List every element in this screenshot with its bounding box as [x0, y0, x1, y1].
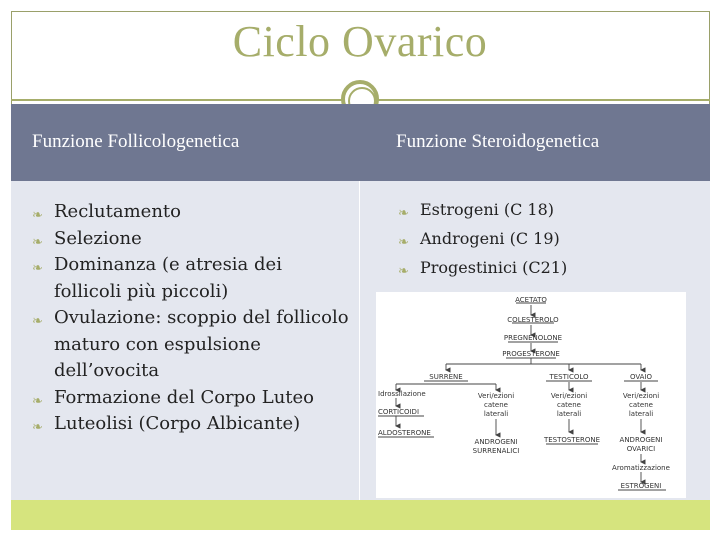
leaf-bullet-icon: ❧	[398, 264, 409, 279]
leaf-bullet-icon: ❧	[32, 393, 43, 409]
node-androgeni-surrenalici: ANDROGENI	[474, 438, 518, 446]
list-item: ❧ Androgeni (C 19)	[398, 224, 698, 253]
list-item: ❧ Formazione del Corpo Luteo	[32, 385, 354, 412]
node-rottura-surrene: Veri/ezioni	[477, 392, 515, 400]
leaf-bullet-icon: ❧	[32, 261, 43, 276]
node-androgeni-ovarici: ANDROGENI	[619, 436, 663, 444]
node-laterali-surrene: laterali	[483, 410, 509, 418]
node-ovaio: OVAIO	[629, 373, 653, 381]
steroidogenesis-flowchart	[376, 292, 686, 498]
leaf-bullet-icon: ❧	[398, 206, 409, 221]
node-acetato: ACETATO	[515, 296, 547, 304]
list-item: ❧ Luteolisi (Corpo Albicante)	[32, 411, 354, 438]
steroidogenetica-list	[398, 195, 698, 282]
list-item: ❧ Selezione	[32, 226, 354, 253]
node-surrene: SURRENE	[429, 373, 463, 381]
node-pregnenolone: PREGNENOLONE	[503, 334, 563, 342]
leaf-bullet-icon: ❧	[32, 314, 43, 329]
list-item: ❧ Dominanza (e atresia dei follicoli più piccoli)	[32, 254, 282, 302]
node-estrogeni: ESTROGENI	[620, 482, 662, 490]
node-aromatizzazione: Aromatizzazione	[612, 464, 670, 472]
node-catene-surrene: catene	[484, 401, 508, 409]
follicologenetica-list	[32, 199, 354, 438]
list-item: ❧ Reclutamento	[32, 199, 354, 226]
node-surrenalici: SURRENALICI	[472, 447, 520, 455]
header-steroidogenetica: Funzione Steroidogenetica	[396, 131, 600, 152]
node-rottura-ovaio: Veri/ezioni	[622, 392, 660, 400]
node-corticoidi: CORTICOIDI	[378, 408, 420, 416]
node-idrossilazione: Idrossilazione	[378, 390, 426, 398]
node-rottura-testicolo: Veri/ezioni	[550, 392, 588, 400]
node-testosterone: TESTOSTERONE	[543, 436, 601, 444]
leaf-bullet-icon: ❧	[32, 420, 43, 435]
node-colesterolo: COLESTEROLO	[507, 316, 559, 324]
node-laterali-testicolo: laterali	[556, 410, 582, 418]
header-follicologenetica: Funzione Follicologenetica	[32, 131, 240, 152]
node-catene-ovaio: catene	[629, 401, 653, 409]
leaf-bullet-icon: ❧	[32, 208, 43, 223]
slide-title: Ciclo Ovarico	[232, 17, 488, 66]
leaf-bullet-icon: ❧	[398, 235, 409, 250]
list-item: ❧ Ovulazione: scoppio del follicolo maturo con espulsione dell’ovocita	[32, 307, 349, 381]
node-ovarici: OVARICI	[626, 445, 656, 453]
node-aldosterone: ALDOSTERONE	[378, 429, 431, 437]
node-laterali-ovaio: laterali	[628, 410, 654, 418]
column-divider	[359, 181, 360, 500]
steroidogenesis-diagram	[376, 292, 686, 498]
slide-footer-bar	[11, 500, 710, 530]
node-progesterone: PROGESTERONE	[502, 350, 560, 358]
list-item: ❧ Estrogeni (C 18)	[398, 195, 698, 224]
node-testicolo: TESTICOLO	[549, 373, 589, 381]
node-catene-testicolo: catene	[557, 401, 581, 409]
leaf-bullet-icon: ❧	[32, 234, 43, 250]
list-item: ❧ Progestinici (C21)	[398, 253, 698, 282]
